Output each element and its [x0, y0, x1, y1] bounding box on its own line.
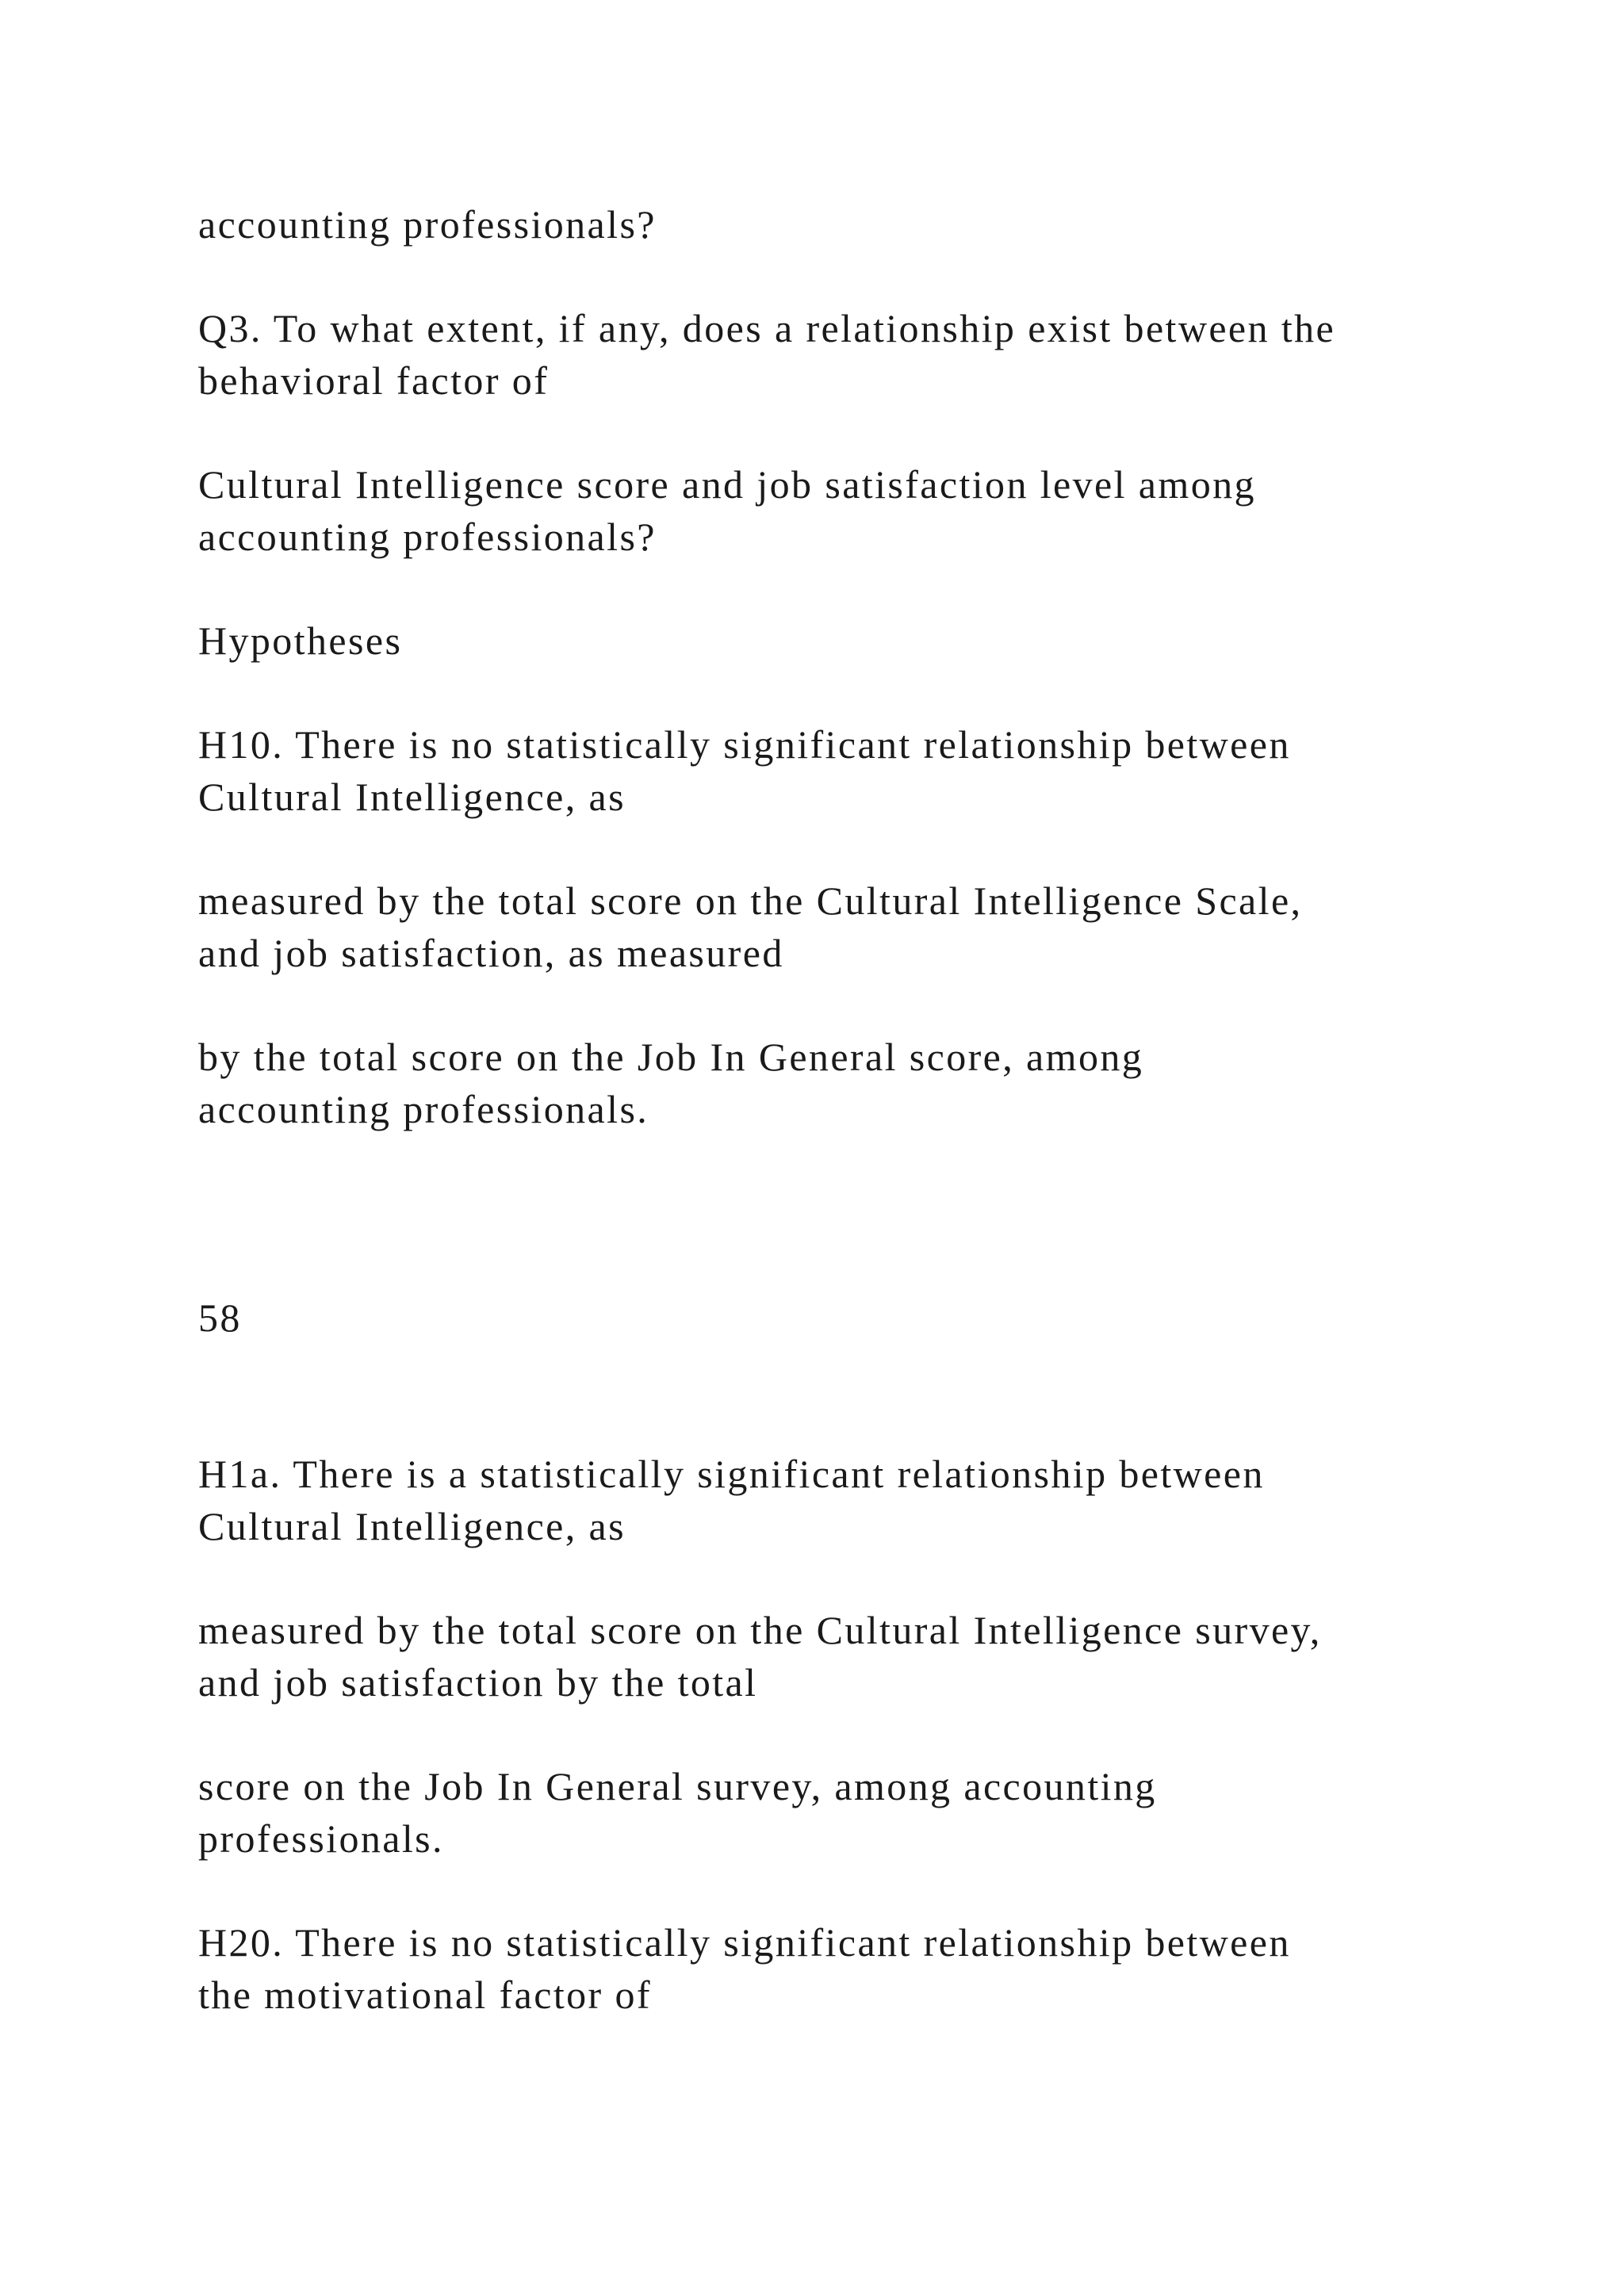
hypothesis-h20-line: H20. There is no statistically significant relationship between — [198, 1920, 1291, 1965]
text-line: Cultural Intelligence score and job satisfaction level among — [198, 462, 1256, 507]
section-heading-hypotheses: Hypotheses — [198, 618, 403, 663]
text-line: by the total score on the Job In General score, among — [198, 1035, 1144, 1079]
text-line: behavioral factor of — [198, 358, 550, 403]
text-line: score on the Job In General survey, among accounting — [198, 1764, 1157, 1808]
hypothesis-h10-line: H10. There is no statistically significant relationship between — [198, 722, 1291, 767]
text-line: Cultural Intelligence, as — [198, 775, 626, 819]
hypothesis-h1a-line: H1a. There is a statistically significant relationship between — [198, 1452, 1265, 1496]
text-line: measured by the total score on the Cultural Intelligence Scale, — [198, 878, 1303, 923]
text-line: the motivational factor of — [198, 1973, 652, 2017]
text-line: Cultural Intelligence, as — [198, 1504, 626, 1548]
text-line: accounting professionals? — [198, 515, 657, 559]
text-line: professionals. — [198, 1816, 444, 1861]
text-line: measured by the total score on the Cultural Intelligence survey, — [198, 1608, 1322, 1652]
text-line: accounting professionals. — [198, 1087, 649, 1131]
text-line: and job satisfaction by the total — [198, 1660, 758, 1705]
question-q3-line: Q3. To what extent, if any, does a relationship exist between the — [198, 306, 1336, 350]
text-line: accounting professionals? — [198, 202, 657, 247]
page-number: 58 — [198, 1295, 242, 1340]
text-line: and job satisfaction, as measured — [198, 931, 784, 975]
